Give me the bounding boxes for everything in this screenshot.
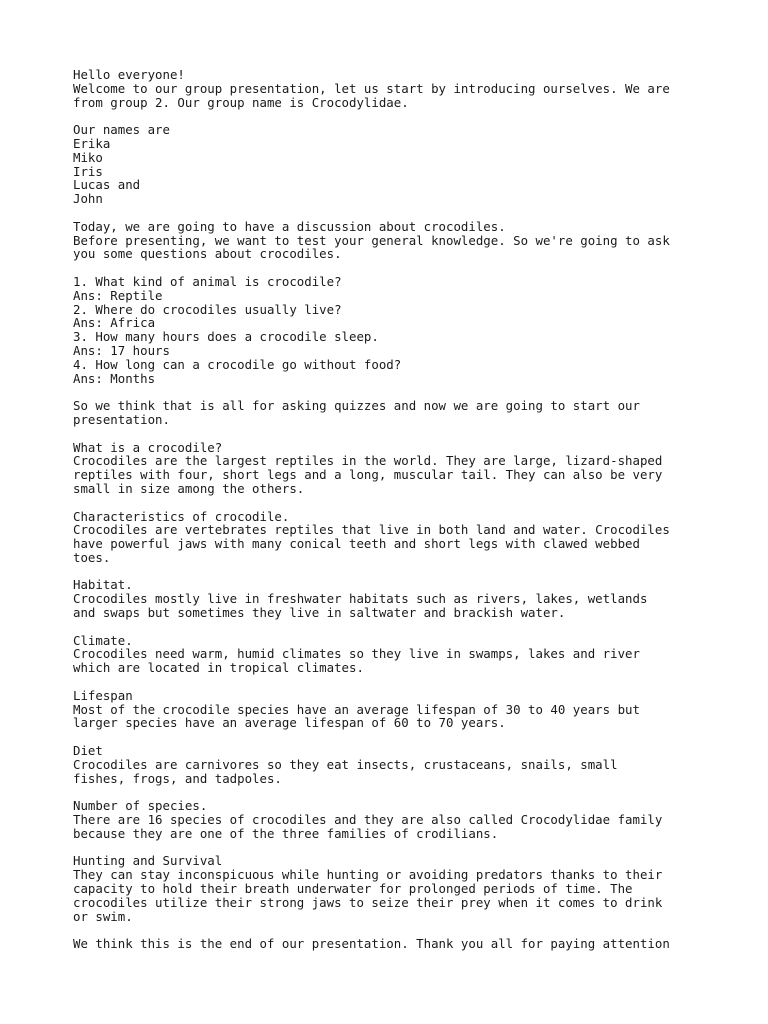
text-line: Most of the crocodile species have an average lifespan of 30 to 40 years but	[73, 701, 640, 717]
text-line: Our names are	[73, 122, 170, 138]
blank-line	[73, 675, 753, 689]
text-line: which are located in tropical climates.	[73, 660, 364, 676]
text-line: Hello everyone!	[73, 67, 185, 82]
text-line: Characteristics of crocodile.	[73, 508, 290, 524]
text-line: Climate.	[73, 632, 133, 648]
text-line: you some questions about crocodiles.	[73, 246, 342, 262]
text-line: Crocodiles need warm, humid climates so they live in swamps, lakes and river	[73, 646, 640, 662]
text-line: Lifespan	[73, 687, 133, 703]
text-line: Ans: Months	[73, 370, 156, 386]
blank-line	[73, 427, 753, 441]
text-line: crocodiles utilize their strong jaws to seize their prey when it comes to drink	[73, 894, 663, 910]
text-line: capacity to hold their breath underwater for prolonged periods of time. The	[73, 881, 633, 897]
document-page	[73, 68, 753, 951]
text-line: Ans: Reptile	[73, 287, 163, 303]
blank-line	[73, 620, 753, 634]
text-line: larger species have an average lifespan of 60 to 70 years.	[73, 715, 506, 731]
text-line: Iris	[73, 163, 103, 179]
blank-line	[73, 206, 753, 220]
text-line: Crocodiles mostly live in freshwater habitats such as rivers, lakes, wetlands	[73, 591, 648, 607]
blank-line	[73, 261, 753, 275]
text-line: Ans: 17 hours	[73, 342, 170, 358]
text-line: Diet	[73, 743, 103, 759]
text-line: Ans: Africa	[73, 315, 156, 331]
blank-line	[73, 841, 753, 855]
blank-line	[73, 730, 753, 744]
blank-line	[73, 923, 753, 937]
text-line: 4. How long can a crocodile go without food?	[73, 356, 402, 372]
text-line: So we think that is all for asking quizzes and now we are going to start our	[73, 398, 640, 414]
document-body	[73, 68, 753, 951]
text-line: What is a crocodile?	[73, 439, 223, 455]
text-line: presentation.	[73, 411, 170, 427]
blank-line	[73, 565, 753, 579]
text-line: and swaps but sometimes they live in saltwater and brackish water.	[73, 605, 566, 621]
text-line: Crocodiles are the largest reptiles in the world. They are large, lizard-shaped	[73, 453, 663, 469]
blank-line	[73, 109, 753, 123]
text-line: There are 16 species of crocodiles and they are also called Crocodylidae family	[73, 812, 663, 828]
blank-line	[73, 785, 753, 799]
text-line: Miko	[73, 149, 103, 165]
blank-line	[73, 496, 753, 510]
text-line: Erika	[73, 135, 111, 151]
text-line: or swim.	[73, 908, 133, 924]
text-line: Crocodiles are vertebrates reptiles that live in both land and water. Crocodiles	[73, 522, 670, 538]
text-line: 1. What kind of animal is crocodile?	[73, 273, 342, 289]
text-line: Hunting and Survival	[73, 853, 223, 869]
text-line: Number of species.	[73, 798, 208, 814]
blank-line	[73, 385, 753, 399]
text-line: because they are one of the three families of crodilians.	[73, 825, 499, 841]
text-line: toes.	[73, 549, 111, 565]
text-line: They can stay inconspicuous while hunting or avoiding predators thanks to their	[73, 867, 663, 883]
text-line: fishes, frogs, and tadpoles.	[73, 770, 282, 786]
text-line: 2. Where do crocodiles usually live?	[73, 301, 342, 317]
text-line: Before presenting, we want to test your general knowledge. So we're going to ask	[73, 232, 670, 248]
text-line: from group 2. Our group name is Crocodylidae.	[73, 94, 409, 110]
text-line: reptiles with four, short legs and a long, muscular tail. They can also be very	[73, 467, 663, 483]
text-line: Crocodiles are carnivores so they eat insects, crustaceans, snails, small	[73, 756, 618, 772]
text-line: small in size among the others.	[73, 480, 305, 496]
text-line: Habitat.	[73, 577, 133, 593]
text-line: Lucas and	[73, 177, 141, 193]
text-line: John	[73, 191, 103, 207]
text-line: Welcome to our group presentation, let us start by introducing ourselves. We are	[73, 80, 670, 96]
text-line: 3. How many hours does a crocodile sleep.	[73, 329, 379, 345]
text-line: Today, we are going to have a discussion about crocodiles.	[73, 218, 506, 234]
text-line: have powerful jaws with many conical teeth and short legs with clawed webbed	[73, 536, 640, 552]
text-line: We think this is the end of our presentation. Thank you all for paying attention	[73, 936, 670, 952]
